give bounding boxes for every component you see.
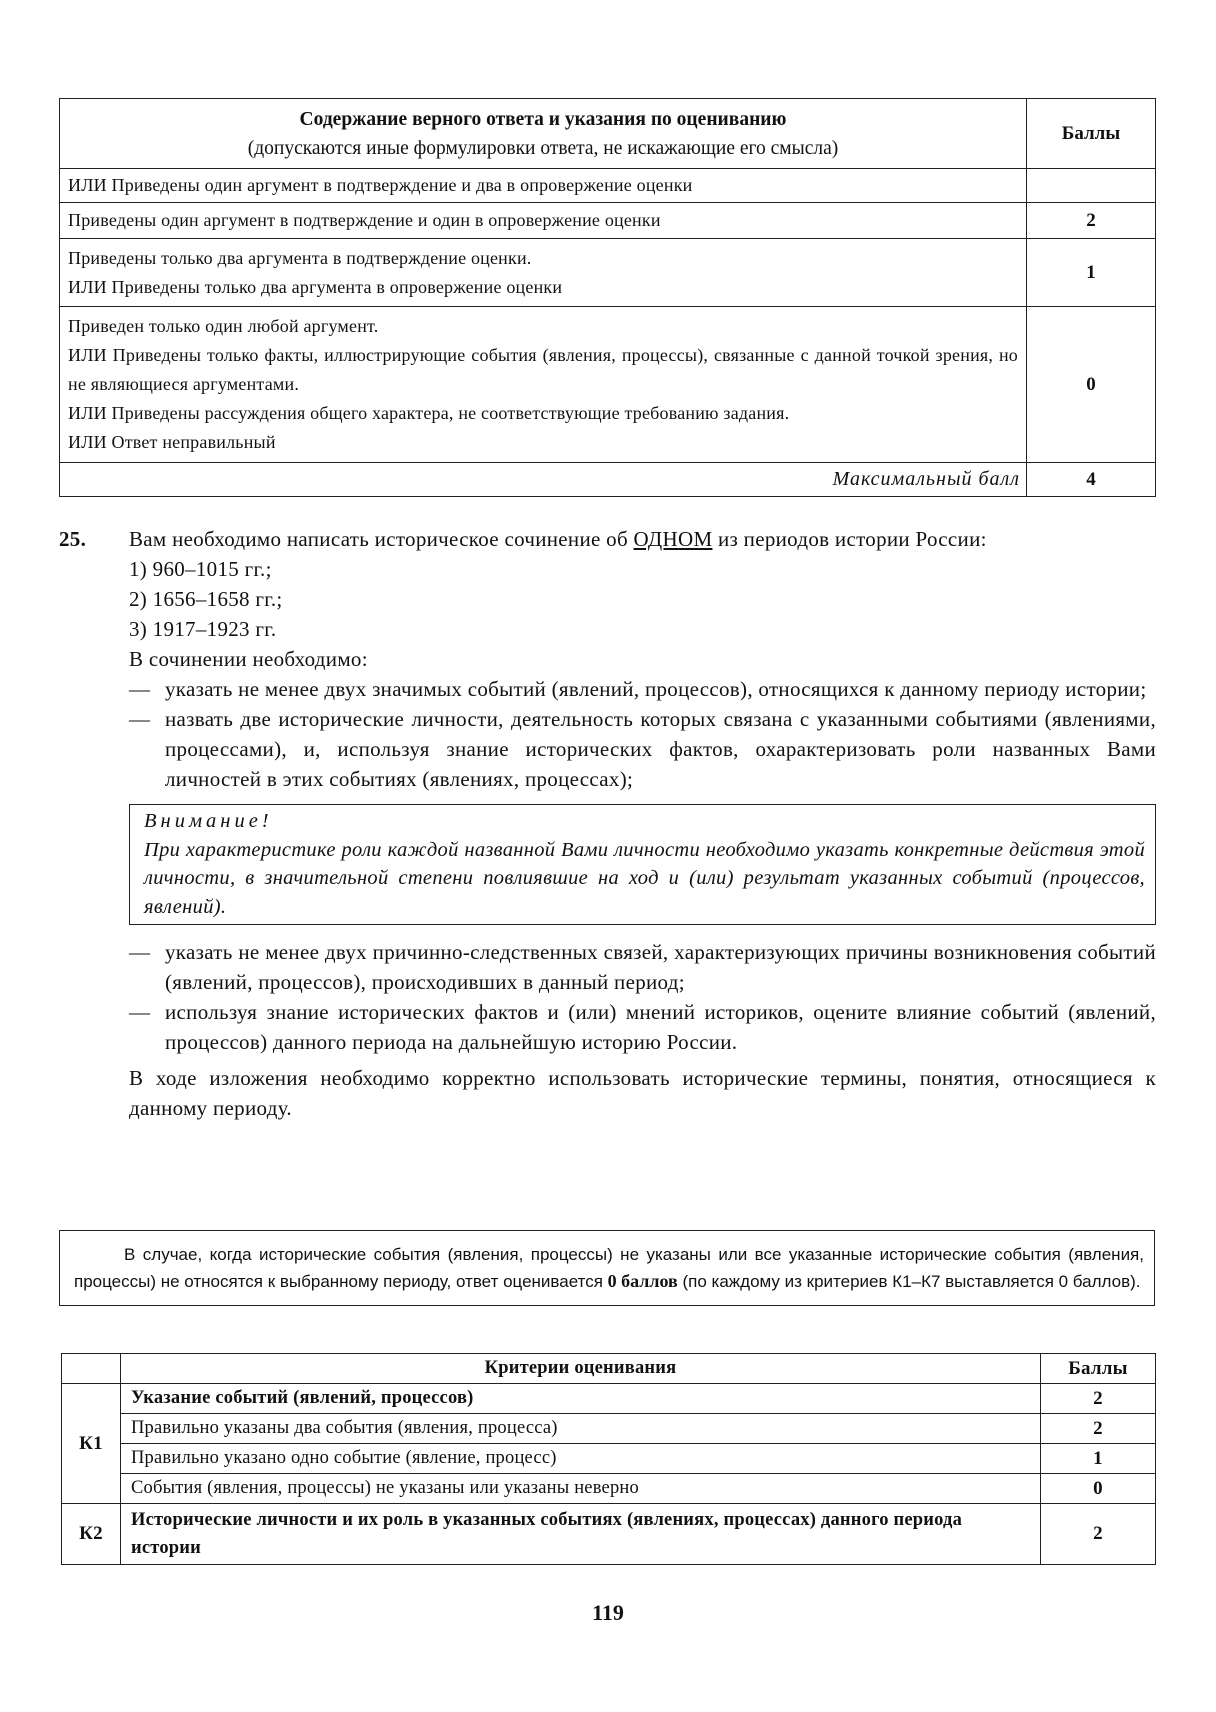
k1-row1: Правильно указаны два события (явления, процесса) bbox=[121, 1414, 1041, 1444]
task-number: 25. bbox=[59, 527, 87, 551]
page-number: 119 bbox=[592, 1600, 624, 1625]
k1-max: 2 bbox=[1041, 1384, 1156, 1414]
row1-line2: ИЛИ Приведены только два аргумента в опровержение оценки bbox=[68, 276, 563, 297]
task-intro bbox=[129, 524, 1156, 554]
task-intro-a: Вам необходимо написать историческое сочинение об bbox=[129, 527, 634, 551]
k2-code: К2 bbox=[62, 1504, 121, 1565]
attention-box bbox=[129, 804, 1156, 925]
row0-line1: Приведен только один любой аргумент. bbox=[68, 316, 379, 336]
k2-max: 2 bbox=[1041, 1504, 1156, 1565]
notice-bold: 0 баллов bbox=[607, 1271, 678, 1291]
row1-score: 1 bbox=[1027, 239, 1156, 307]
k1-row3-score: 0 bbox=[1041, 1474, 1156, 1504]
criteria-header-title: Критерии оценивания bbox=[121, 1354, 1041, 1384]
period-3: 3) 1917–1923 гг. bbox=[129, 617, 277, 641]
criteria-table bbox=[61, 1353, 1156, 1565]
header-title: Содержание верного ответа и указания по оцениванию bbox=[299, 108, 787, 130]
requirement-4: — используя знание исторических фактов и (или) мнений историков, оцените влияние событий (явлений, процессов) данного периода на дальнейшую историю России. bbox=[129, 997, 1156, 1057]
task-body bbox=[129, 524, 1156, 1123]
row0-line4: ИЛИ Ответ неправильный bbox=[68, 432, 276, 452]
k1-row1-score: 2 bbox=[1041, 1414, 1156, 1444]
row1-text bbox=[60, 239, 1027, 307]
scoring-table-header bbox=[60, 99, 1027, 169]
task-intro-underlined: ОДНОМ bbox=[633, 527, 713, 551]
requirement-3: — указать не менее двух причинно-следственных связей, характеризующих причины возникновения событий (явлений, процессов), происходивших в данный период; bbox=[129, 937, 1156, 997]
requirement-2: — назвать две исторические личности, деятельность которых связана с указанными событиями (явлениями, процессами), и, используя знание исторических фактов, охарактеризовать роли названных Вами личностей в этих событиях (явлениях, процессах); bbox=[129, 704, 1156, 794]
max-score-label: Максимальный балл bbox=[60, 463, 1027, 497]
row0-line3: ИЛИ Приведены рассуждения общего характера, не соответствующие требованию задания. bbox=[68, 403, 790, 423]
row0-score: 0 bbox=[1027, 307, 1156, 463]
attention-text: При характеристике роли каждой названной Вами личности необходимо указать конкретные действия этой личности, в значительной степени повлиявшие на ход и (или) результат указанных событий (процессов, явлений). bbox=[144, 838, 1145, 918]
task-25 bbox=[59, 524, 1156, 1123]
k2-title: Исторические личности и их роль в указанных событиях (явлениях, процессах) данного периода истории bbox=[121, 1504, 1041, 1565]
requirement-1: — указать не менее двух значимых событий (явлений, процессов), относящихся к данному периоду истории; bbox=[129, 674, 1156, 704]
k1-title: Указание событий (явлений, процессов) bbox=[121, 1384, 1041, 1414]
row-partial-score bbox=[1027, 169, 1156, 203]
k1-row2: Правильно указано одно событие (явление, процесс) bbox=[121, 1444, 1041, 1474]
scoring-table bbox=[59, 98, 1156, 497]
row0-line2: ИЛИ Приведены только факты, иллюстрирующие события (явления, процессы), связанные с данной точкой зрения, но не являющиеся аргументами. bbox=[68, 345, 1018, 394]
criteria-header-score: Баллы bbox=[1041, 1354, 1156, 1384]
notice-text-b: (по каждому из критериев К1–К7 выставляется 0 баллов). bbox=[677, 1272, 1141, 1291]
row-partial-text: ИЛИ Приведены один аргумент в подтверждение и два в опровержение оценки bbox=[60, 169, 1027, 203]
max-score-value: 4 bbox=[1027, 463, 1156, 497]
header-subtitle: (допускаются иные формулировки ответа, не искажающие его смысла) bbox=[247, 137, 839, 159]
header-score: Баллы bbox=[1027, 99, 1156, 169]
k1-code: К1 bbox=[62, 1384, 121, 1504]
row2-score: 2 bbox=[1027, 203, 1156, 239]
notice-text-a: В случае, когда исторические события (явления, процессы) не указаны или все указанные исторические события (явления, процессы) не относятся к выбранному периоду, ответ оценивается bbox=[74, 1245, 1144, 1291]
requirements-intro: В сочинении необходимо: bbox=[129, 647, 368, 671]
k1-row2-score: 1 bbox=[1041, 1444, 1156, 1474]
period-1: 1) 960–1015 гг.; bbox=[129, 557, 272, 581]
attention-title: Внимание! bbox=[144, 810, 273, 832]
period-2: 2) 1656–1658 гг.; bbox=[129, 587, 283, 611]
criteria-header-code bbox=[62, 1354, 121, 1384]
k1-row3: События (явления, процессы) не указаны или указаны неверно bbox=[121, 1474, 1041, 1504]
notice-box bbox=[59, 1230, 1155, 1306]
row2-text: Приведены один аргумент в подтверждение и один в опровержение оценки bbox=[60, 203, 1027, 239]
task-intro-b: из периодов истории России: bbox=[712, 527, 987, 551]
row1-line1: Приведены только два аргумента в подтверждение оценки. bbox=[68, 247, 532, 268]
row0-text bbox=[60, 307, 1027, 463]
closing-text: В ходе изложения необходимо корректно использовать исторические термины, понятия, относящиеся к данному периоду. bbox=[129, 1066, 1156, 1120]
